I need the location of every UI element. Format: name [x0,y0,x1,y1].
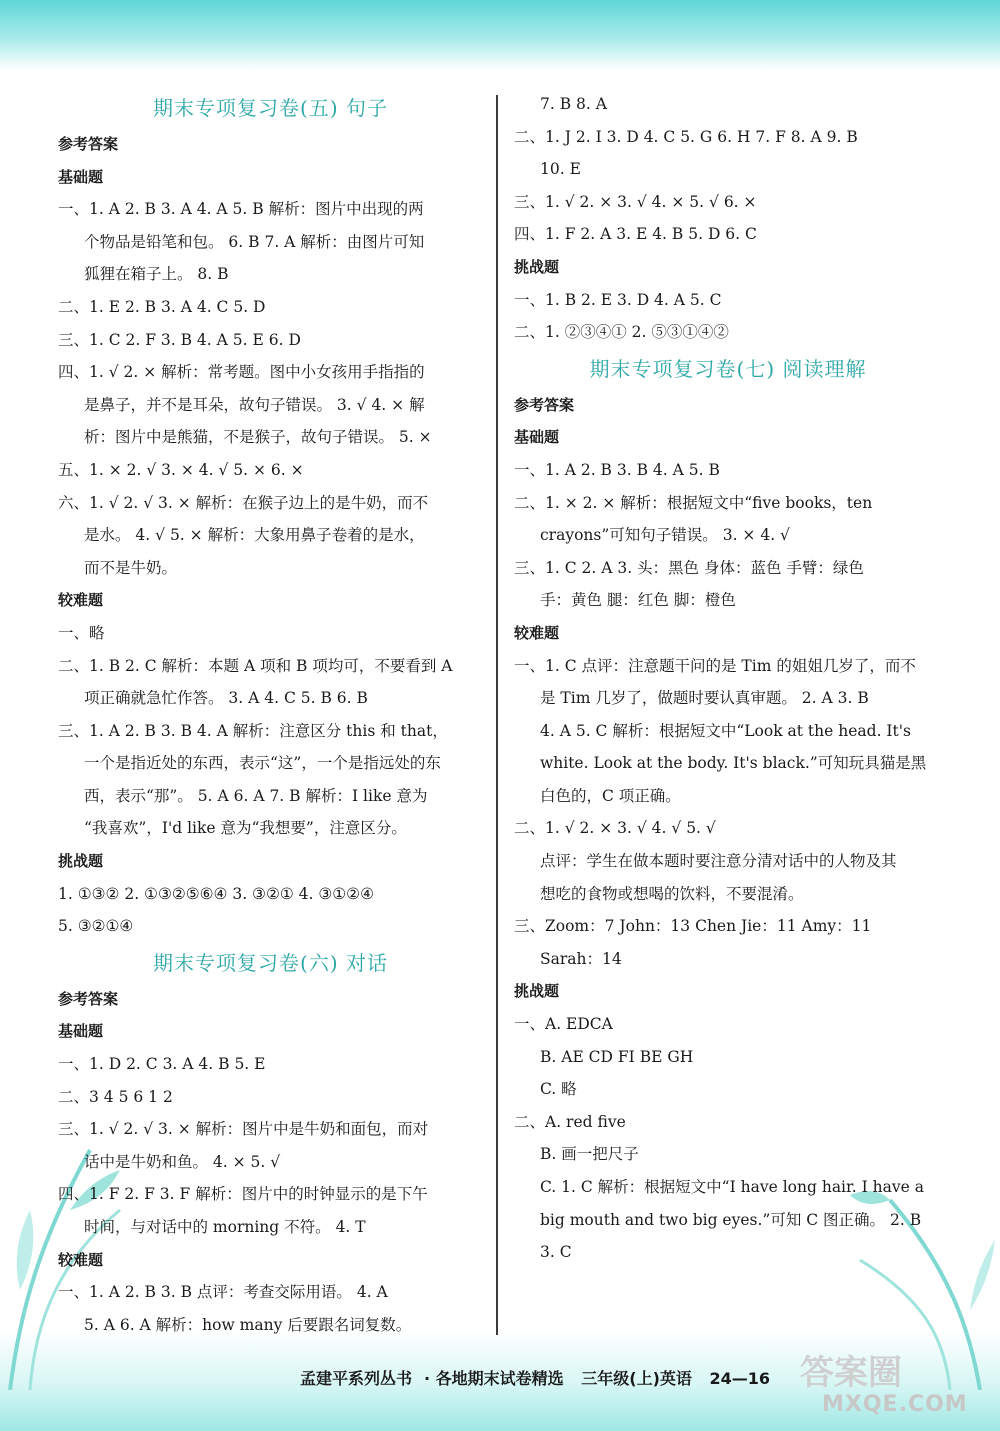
answer-line: 是 Tim 几岁了，做题时要认真审题。 2. A 3. B [540,689,869,708]
answer-line: 10. E [540,160,581,179]
answer-line: 六、1. √ 2. √ 3. × 解析：在猴子边上的是牛奶，而不 [58,493,429,512]
right-column [514,88,942,1269]
section-label: 参考答案 [514,395,575,414]
answer-line: 是水。 4. √ 5. × 解析：大象用鼻子卷着的是水， [84,526,425,545]
answer-line: 二、1. ②③④① 2. ⑤③①④② [514,323,729,342]
answer-line: big mouth and two big eyes.”可知 C 图正确。 2. B [540,1210,922,1229]
answer-line: 三、1. C 2. F 3. B 4. A 5. E 6. D [58,330,301,349]
answer-line: 1. ①③② 2. ①③②⑤⑥④ 3. ③②① 4. ③①②④ [58,884,374,903]
answer-line: 话中是牛奶和鱼。 4. × 5. √ [84,1152,281,1171]
section-title: 期末专项复习卷(五) 句子 [153,96,388,120]
answer-line: 一、1. A 2. B 3. B 点评：考查交际用语。 4. A [58,1283,388,1302]
answer-line: 白色的，C 项正确。 [540,786,681,805]
answer-line: 三、1. C 2. A 3. 头：黑色 身体：蓝色 手臂：绿色 [514,558,864,577]
section-label: 基础题 [58,167,104,186]
section-label: 基础题 [514,428,560,447]
section-label: 较难题 [514,623,560,642]
section-label: 挑战题 [514,982,560,1001]
footer-title: · 各地期末试卷精选 [424,1369,564,1388]
answer-line: 一、A. EDCA [514,1015,613,1034]
answer-line: 二、3 4 5 6 1 2 [58,1087,173,1106]
answer-line: 一个是指近处的东西，表示“这”，一个是指远处的东 [84,754,441,773]
page-footer [300,1366,782,1389]
section-label: 挑战题 [514,257,560,276]
answer-line: 4. A 5. C 解析：根据短文中“Look at the head. It's [540,721,911,740]
answer-line: 一、1. C 点评：注意题干问的是 Tim 的姐姐几岁了，而不 [514,656,916,675]
answer-line: 想吃的食物或想喝的饮料，不要混淆。 [540,884,804,903]
left-column [58,88,483,1341]
answer-line: crayons”可知句子错误。 3. × 4. √ [540,526,790,545]
section-label: 参考答案 [58,135,119,153]
answer-line: 四、1. √ 2. × 解析：常考题。图中小女孩用手指指的 [58,363,425,382]
section-label: 基础题 [58,1022,104,1041]
answer-line: C. 1. C 解析：根据短文中“I have long hair. I have a [540,1178,924,1196]
answer-line: 一、略 [58,623,105,642]
answer-line: 点评：学生在做本题时要注意分清对话中的人物及其 [540,852,897,871]
answer-line: 析：图片中是熊猫，不是猴子，故句子错误。 5. × [84,428,432,447]
answer-line: 三、1. √ 2. × 3. √ 4. × 5. √ 6. × [514,192,757,211]
answer-line: 三、1. A 2. B 3. B 4. A 解析：注意区分 this 和 that， [58,721,448,740]
answer-line: 二、1. J 2. I 3. D 4. C 5. G 6. H 7. F 8. A 9. B [514,127,858,146]
answer-line: C. 略 [540,1080,577,1099]
answer-line: 时间，与对话中的 morning 不符。 4. T [84,1218,366,1236]
answer-line: 四、1. F 2. A 3. E 4. B 5. D 6. C [514,225,757,244]
answer-line: 四、1. F 2. F 3. F 解析：图片中的时钟显示的是下午 [58,1185,428,1204]
answer-line: 三、Zoom：7 John：13 Chen Jie：11 Amy：11 [514,917,872,936]
answer-line: 3. C [540,1243,572,1262]
answer-line: B. 画一把尺子 [540,1145,639,1164]
answer-line: 项正确就急忙作答。 3. A 4. C 5. B 6. B [84,689,368,708]
answer-line: 而不是牛奶。 [84,558,178,577]
answer-line: white. Look at the body. It's black.”可知玩具猫是黑 [540,754,927,773]
answer-line: 一、1. B 2. E 3. D 4. A 5. C [514,290,722,309]
answer-line: 二、1. E 2. B 3. A 4. C 5. D [58,297,266,316]
section-title: 期末专项复习卷(六) 对话 [153,950,388,975]
section-label: 挑战题 [58,852,104,871]
answer-line: 西，表示“那”。 5. A 6. A 7. B 解析：I like 意为 [84,786,428,805]
section-title: 期末专项复习卷(七) 阅读理解 [589,356,867,381]
answer-line: 狐狸在箱子上。 8. B [84,265,229,284]
answer-line: 二、A. red five [514,1112,626,1131]
answer-line: 一、1. D 2. C 3. A 4. B 5. E [58,1055,266,1074]
answer-line: “我喜欢”，I'd like 意为“我想要”，注意区分。 [84,819,407,838]
section-label: 参考答案 [58,989,119,1008]
answer-line: 个物品是铅笔和包。 6. B 7. A 解析：由图片可知 [84,232,425,251]
answer-line: 手：黄色 腿：红色 脚：橙色 [540,591,736,610]
answer-line: 二、1. B 2. C 解析：本题 A 项和 B 项均可，不要看到 A [58,656,453,675]
answer-line: 一、1. A 2. B 3. A 4. A 5. B 解析：图片中出现的两 [58,200,424,219]
answer-line: 7. B 8. A [540,95,607,113]
footer-grade: 三年级(上)英语 [581,1369,692,1388]
watermark-site: MXQE.COM [822,1392,968,1417]
column-divider [496,95,498,1335]
answer-line: 5. ③②①④ [58,917,134,936]
answer-line: 是鼻子，并不是耳朵，故句子错误。 3. √ 4. × 解 [84,395,425,414]
answer-line: 5. A 6. A 解析：how many 后要跟名词复数。 [84,1315,412,1334]
answer-line: 三、1. √ 2. √ 3. × 解析：图片中是牛奶和面包，而对 [58,1120,429,1139]
top-decor-band [0,0,1000,70]
answer-line: B. AE CD FI BE GH [540,1047,694,1066]
footer-series: 孟建平系列丛书 [300,1369,413,1388]
answer-line: 一、1. A 2. B 3. B 4. A 5. B [514,460,720,479]
footer-page-number: 24—16 [709,1369,770,1388]
section-label: 较难题 [58,591,104,610]
section-label: 较难题 [58,1250,104,1269]
answer-line: 二、1. × 2. × 解析：根据短文中“five books，ten [514,493,873,512]
watermark-logo: 答案圈 [800,1353,902,1393]
answer-line: 二、1. √ 2. × 3. √ 4. √ 5. √ [514,819,716,838]
answer-line: 五、1. × 2. √ 3. × 4. √ 5. × 6. × [58,460,304,479]
answer-line: Sarah：14 [540,949,622,968]
